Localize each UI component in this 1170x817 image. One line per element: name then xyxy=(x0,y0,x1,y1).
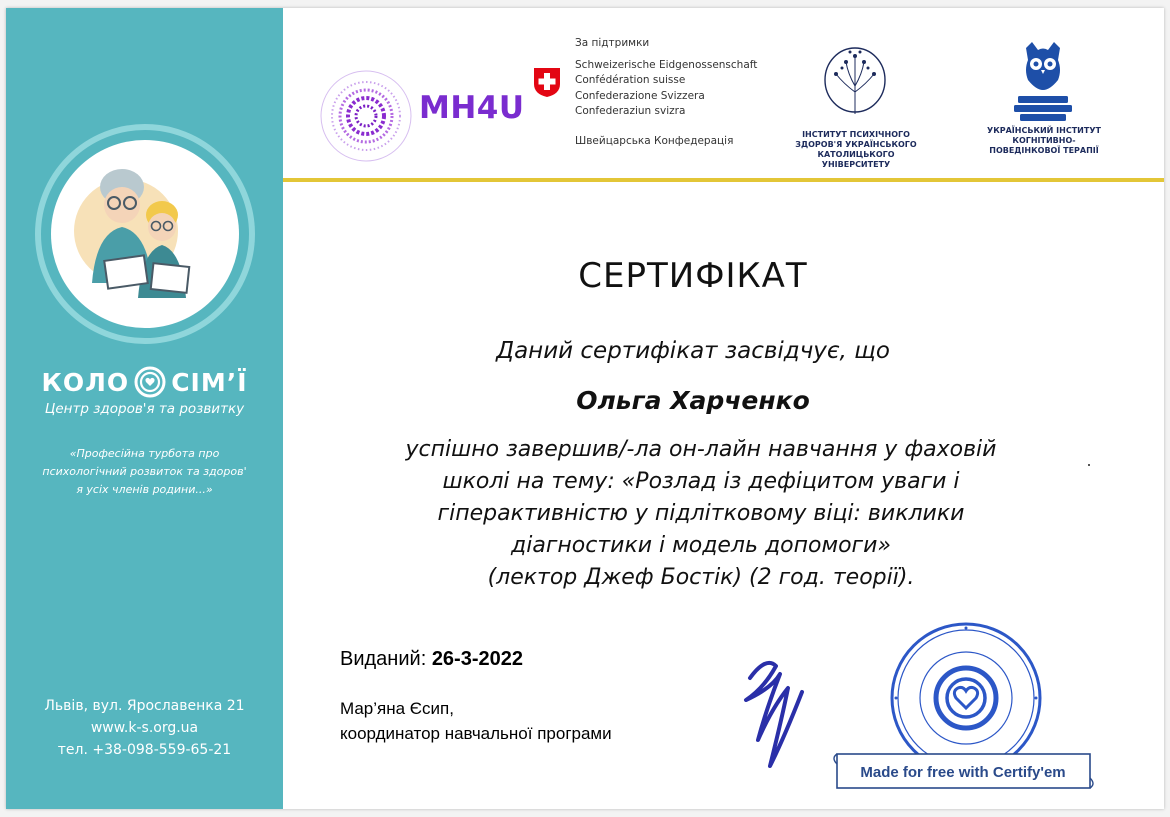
ucu-institute-label xyxy=(786,130,926,170)
heart-ring-icon xyxy=(133,365,167,399)
header-divider xyxy=(283,178,1164,182)
recipient-name: Ольга Харченко xyxy=(576,386,810,415)
mh4u-label: MH4U xyxy=(419,90,525,126)
ukrcbt-line: КОГНІТИВНО- xyxy=(1012,136,1076,145)
certificate-intro: Даний сертифікат засвідчує, що xyxy=(496,338,890,364)
website-link[interactable]: www.k-s.org.ua xyxy=(90,720,199,736)
family-illustration-icon xyxy=(34,123,256,345)
handwritten-signature-icon xyxy=(736,648,808,773)
ucu-line: КАТОЛИЦЬКОГО xyxy=(817,150,895,159)
sidebar-quote xyxy=(18,445,271,499)
swiss-confederation-ua: Швейцарська Конфедерація xyxy=(575,134,734,147)
ucu-line: ЗДОРОВ'Я УКРАЇНСЬКОГО xyxy=(795,140,917,149)
swiss-support-block xyxy=(575,36,757,149)
signer-role: координатор навчальної програми xyxy=(340,724,612,743)
ucu-line: ІНСТИТУТ ПСИХІЧНОГО xyxy=(802,130,910,139)
description-line: гіперактивністю у підлітковому віці: виклики xyxy=(437,501,965,526)
certificate-title: СЕРТИФІКАТ xyxy=(578,256,808,296)
address-text: Львів, вул. Ярославенка 21 xyxy=(44,698,245,714)
quote-line: я усіх членів родини...» xyxy=(76,483,213,496)
issued-date-line xyxy=(340,648,523,671)
issued-date: 26-3-2022 xyxy=(431,648,523,670)
swiss-line: Confederaziun svizra xyxy=(575,105,686,117)
brand-name-right: СІМ’Ї xyxy=(171,367,248,397)
brand-name-left: КОЛО xyxy=(41,367,130,397)
swiss-line: Confederazione Svizzera xyxy=(575,89,705,102)
sidebar xyxy=(6,8,283,809)
quote-line: психологічний розвиток та здоров' xyxy=(42,465,247,478)
brand-tagline: Центр здоров'я та розвитку xyxy=(44,401,245,417)
swiss-cross-icon xyxy=(532,66,562,98)
certify-badge-label[interactable]: Made for free with Certify'em xyxy=(860,763,1066,781)
description-line: успішно завершив/-ла он-лайн навчання у фаховій xyxy=(405,437,997,462)
phone-text: тел. +38-098-559-65-21 xyxy=(57,742,232,758)
ukrcbt-institute-label xyxy=(974,126,1114,156)
ukrcbt-line: УКРАЇНСЬКИЙ ІНСТИТУТ xyxy=(987,126,1101,135)
description-line: діагностики і модель допомоги» xyxy=(511,533,891,558)
certificate-sheet xyxy=(6,8,1164,809)
ucu-line: УНІВЕРСИТЕТУ xyxy=(821,160,891,169)
issued-label: Виданий: xyxy=(340,648,427,670)
stray-dot xyxy=(1088,464,1090,466)
mh4u-ring-logo-icon xyxy=(316,66,416,166)
course-description xyxy=(316,434,1086,594)
signer-block xyxy=(340,696,612,746)
swiss-line: Schweizerische Eidgenossenschaft xyxy=(575,58,758,71)
description-line: школі на тему: «Розлад із дефіцитом уваги і xyxy=(442,469,960,494)
swiss-line: Confédération suisse xyxy=(575,74,686,86)
description-line: (лектор Джеф Бостік) (2 год. теорії). xyxy=(487,565,915,590)
ukrcbt-line: ПОВЕДІНКОВОЇ ТЕРАПІЇ xyxy=(989,146,1099,155)
brand-name xyxy=(6,365,283,399)
quote-line: «Професійна турбота про xyxy=(69,447,220,460)
support-label: За підтримки xyxy=(575,37,650,49)
owl-books-logo-icon xyxy=(1006,40,1080,122)
contacts-block xyxy=(6,695,283,761)
ucu-tree-head-logo-icon xyxy=(816,44,894,122)
signer-name: Мар’яна Єсип, xyxy=(340,699,454,718)
